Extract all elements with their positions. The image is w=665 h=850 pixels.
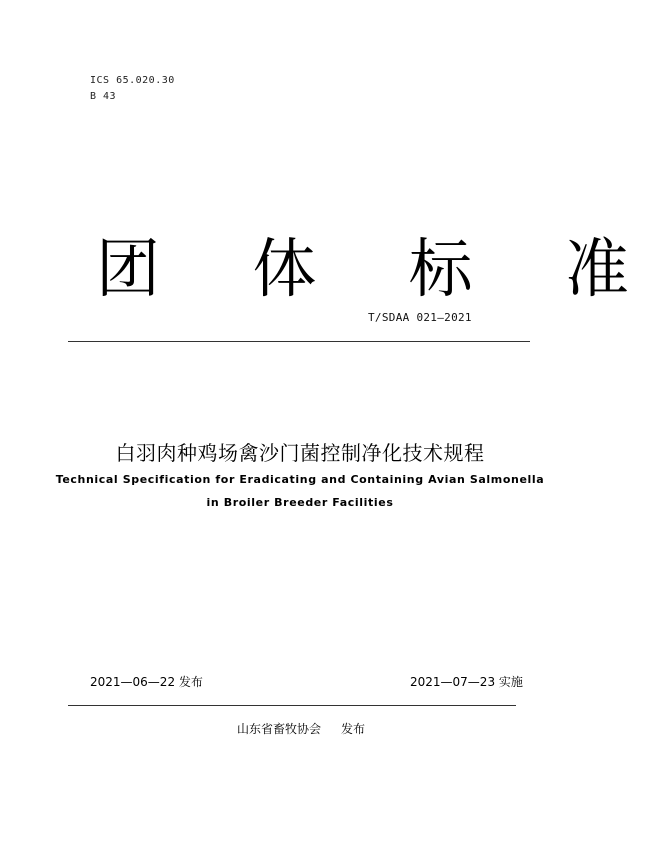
standard-number: T/SDAA 021—2021 (368, 311, 472, 324)
publish-date: 2021—06—22 发布 (90, 675, 203, 689)
chinese-title: 白羽肉种鸡场禽沙门菌控制净化技术规程 (115, 441, 485, 465)
publisher-name: 山东省畜牧协会 (237, 722, 322, 736)
implement-date: 2021—07—23 实施 (410, 675, 523, 689)
ics-code: ICS 65.020.30 (90, 75, 175, 86)
publisher-action: 发布 (341, 722, 366, 736)
ccs-code: B 43 (90, 91, 117, 102)
english-title-line-1: Technical Specification for Eradicating and Containing Avian Salmonella (55, 473, 545, 486)
header-divider (68, 341, 530, 342)
footer-divider (68, 705, 516, 706)
document-type-title: 团 体 标 准 (96, 233, 665, 307)
publisher-line (237, 720, 365, 737)
english-title-line-2: in Broiler Breeder Facilities (206, 496, 394, 509)
